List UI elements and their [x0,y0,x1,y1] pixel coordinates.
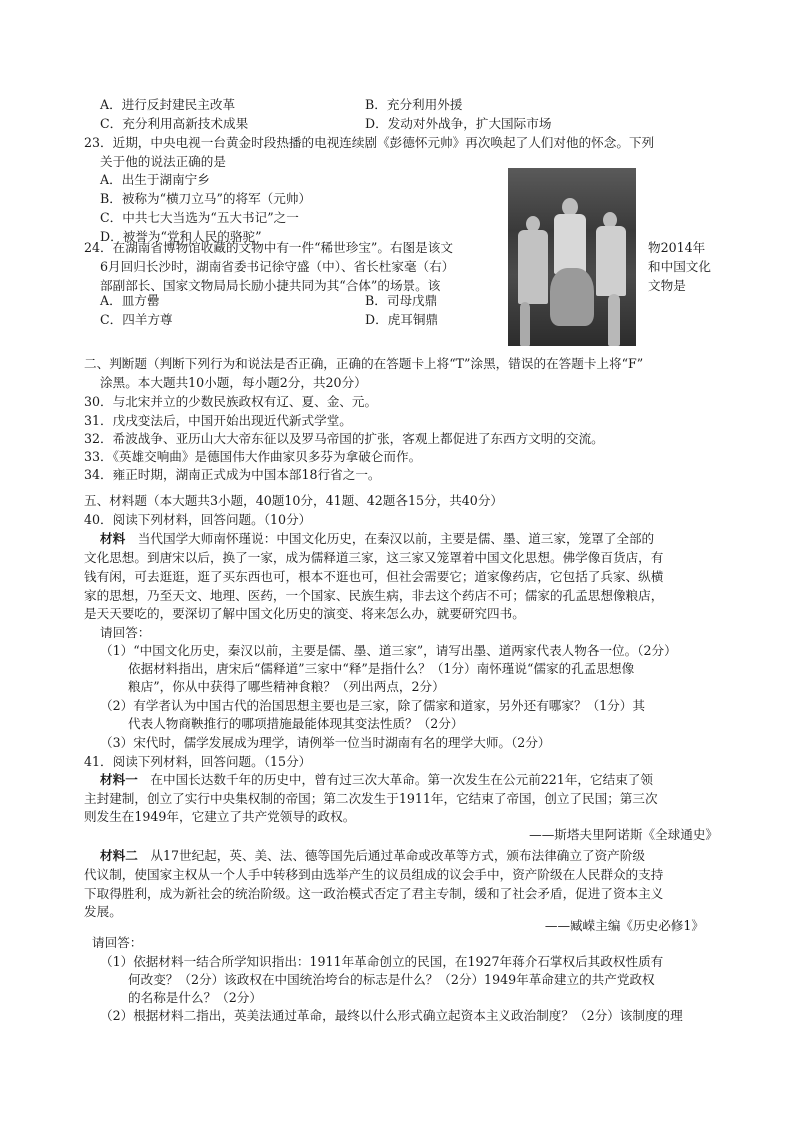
q40-sub1-line2: 依据材料指出，唐宋后“儒释道”三家中“释”是指什么？（1分）南怀瑾说“儒家的孔孟思想像 [128,661,635,676]
judge-item-31: 31．戊戌变法后，中国开始出现近代新式学堂。 [84,413,352,428]
q41-material2-line3: 下取得胜利，成为新社会的统治阶级。这一政治模式否定了君主专制，缓和了社会矛盾，促进了资本主义 [84,886,664,901]
q41-material2-label: 材料二 [100,848,138,863]
q24-stem-line2: 6月回归长沙时，湖南省委书记徐守盛（中）、省长杜家毫（右） [100,259,455,274]
q24-stem-right: 物2014年 [648,240,706,255]
artifact-ceremony-photo [508,168,636,346]
q41-material1-line3: 则发生在1949年，它建立了共产党领导的政权。 [84,809,356,824]
q22-option-a: A．进行反封建民主改革 [100,97,236,112]
q41-source1: ——斯塔夫里阿诺斯《全球通史》 [529,827,718,842]
q40-sub1: （1）“中国文化历史，秦汉以前，主要是儒、墨、道三家”，请写出墨、道两家代表人物各一位。（2分） [100,643,677,658]
q40-ask: 请回答： [100,625,151,640]
q41-sub2: （2）根据材料二指出，英美法通过革命，最终以什么形式确立起资本主义政治制度？（2分）该制度的理 [100,1008,683,1023]
q40-heading: 40．阅读下列材料，回答问题。（10分） [84,512,312,527]
q40-sub3: （3）宋代时，儒学发展成为理学，请例举一位当时湖南有名的理学大师。（2分） [100,735,551,750]
judge-item-33: 33．《英雄交响曲》是德国伟大作曲家贝多芬为拿破仑而作。 [84,449,422,464]
q41-heading: 41．阅读下列材料，回答问题。（15分） [84,754,312,769]
section2-title: 二、判断题（判断下列行为和说法是否正确，正确的在答题卡上将“T”涂黑，错误的在答题卡上将“F” [84,356,644,371]
q40-material-line5: 是天天要吃的，要深切了解中国文化历史的演变、将来怎么办，就要研究四书。 [84,606,525,621]
q40-sub2-line2: 代表人物商鞅推行的哪项措施最能体现其变法性质？（2分） [128,716,464,731]
q40-material [100,530,654,548]
q23-option-b: B．被称为“横刀立马”的将军（元帅） [100,191,312,206]
q24-stem-line2-right: 和中国文化 [648,259,711,274]
q40-material-line3: 钱有闲，可去逛逛，逛了买东西也可，根本不逛也可，但社会需要它；道家像药店，它包括了兵家、纵横 [84,569,664,584]
q23-option-a: A．出生于湖南宁乡 [100,172,210,187]
q22-option-c: C．充分利用高新技术成果 [100,116,249,131]
q41-material1-text: 在中国长达数千年的历史中，曾有过三次大革命。第一次发生在公元前221年，它结束了领 [137,772,653,787]
q23-option-d: D．被誉为“党和人民的骆驼” [100,229,262,244]
q40-sub2: （2）有学者认为中国古代的治国思想主要也是三家，除了儒家和道家，另外还有哪家？（1分）其 [100,698,645,713]
q41-material2-line2: 代议制，使国家主权从一个人手中转移到由选举产生的议员组成的议会手中，资产阶级在人民群众的支持 [84,867,664,882]
q24-stem-line3-right: 文物是 [648,278,686,293]
q24-stem: 24．在湖南省博物馆收藏的文物中有一件“稀世珍宝”。右图是该文 [84,240,453,255]
q23-stem: 23．近期，中央电视一台黄金时段热播的电视连续剧《彭德怀元帅》再次唤起了人们对他的怀念。下列 [84,135,655,150]
q41-sub1-line2: 何改变？（2分）该政权在中国统治垮台的标志是什么？（2分）1949年革命建立的共产党政权 [128,972,655,987]
q40-material-label: 材料 [100,531,126,546]
q23-option-c: C．中共七大当选为“五大书记”之一 [100,210,299,225]
q24-option-a: A．皿方罍 [100,293,160,308]
q41-material2 [100,847,645,865]
q41-material1-line2: 主封建制，创立了实行中央集权制的帝国；第二次发生于1911年，它结束了帝国，创立了民国；第三次 [84,791,658,806]
q24-option-b: B．司母戊鼎 [365,293,438,308]
section2-title-cont: 涂黑。本大题共10小题，每小题2分，共20分） [100,375,367,390]
q40-material-line2: 文化思想。到唐宋以后，换了一家，成为儒释道三家，这三家又笼罩着中国文化思想。佛学像百货店，有 [84,550,664,565]
q40-material-line4: 家的思想，乃至天文、地理、医药，一个国家、民族生病，非去这个药店不可；儒家的孔孟思想像粮店， [84,588,664,603]
q22-option-d: D．发动对外战争，扩大国际市场 [365,116,552,131]
q23-stem-cont: 关于他的说法正确的是 [100,154,226,169]
q41-material2-text: 从17世纪起，英、美、法、德等国先后通过革命或改革等方式，颁布法律确立了资产阶级 [137,848,645,863]
q41-material2-line4: 发展。 [84,904,122,919]
q24-stem-line3: 部副部长、国家文物局局长励小捷共同为其“合体”的场景。该 [100,278,441,293]
q41-sub1-line3: 的名称是什么？（2分） [128,990,262,1005]
judge-item-30: 30．与北宋并立的少数民族政权有辽、夏、金、元。 [84,394,378,409]
q24-option-c: C．四羊方尊 [100,312,173,327]
q41-sub1: （1）依据材料一结合所学知识指出：1911年革命创立的民国，在1927年蒋介石掌权后其政权性质有 [100,954,664,969]
judge-item-32: 32．希波战争、亚历山大大帝东征以及罗马帝国的扩张，客观上都促进了东西方文明的交流。 [84,431,604,446]
q41-material1 [100,771,653,789]
q41-ask: 请回答： [92,935,143,950]
section5-title: 五、材料题（本大题共3小题，40题10分，41题、42题各15分，共40分） [84,493,504,508]
q40-material-text: 当代国学大师南怀瑾说：中国文化历史，在秦汉以前，主要是儒、墨、道三家，笼罩了全部的 [125,531,655,546]
q24-option-d: D．虎耳铜鼎 [365,312,439,327]
judge-item-34: 34．雍正时期，湖南正式成为中国本部18行省之一。 [84,467,381,482]
q40-sub1-line3: 粮店”，你从中获得了哪些精神食粮？（列出两点，2分） [128,679,445,694]
q41-source2: ——臧嵘主编《历史必修1》 [544,918,704,933]
q22-option-b: B．充分利用外援 [365,97,463,112]
q41-material1-label: 材料一 [100,772,138,787]
